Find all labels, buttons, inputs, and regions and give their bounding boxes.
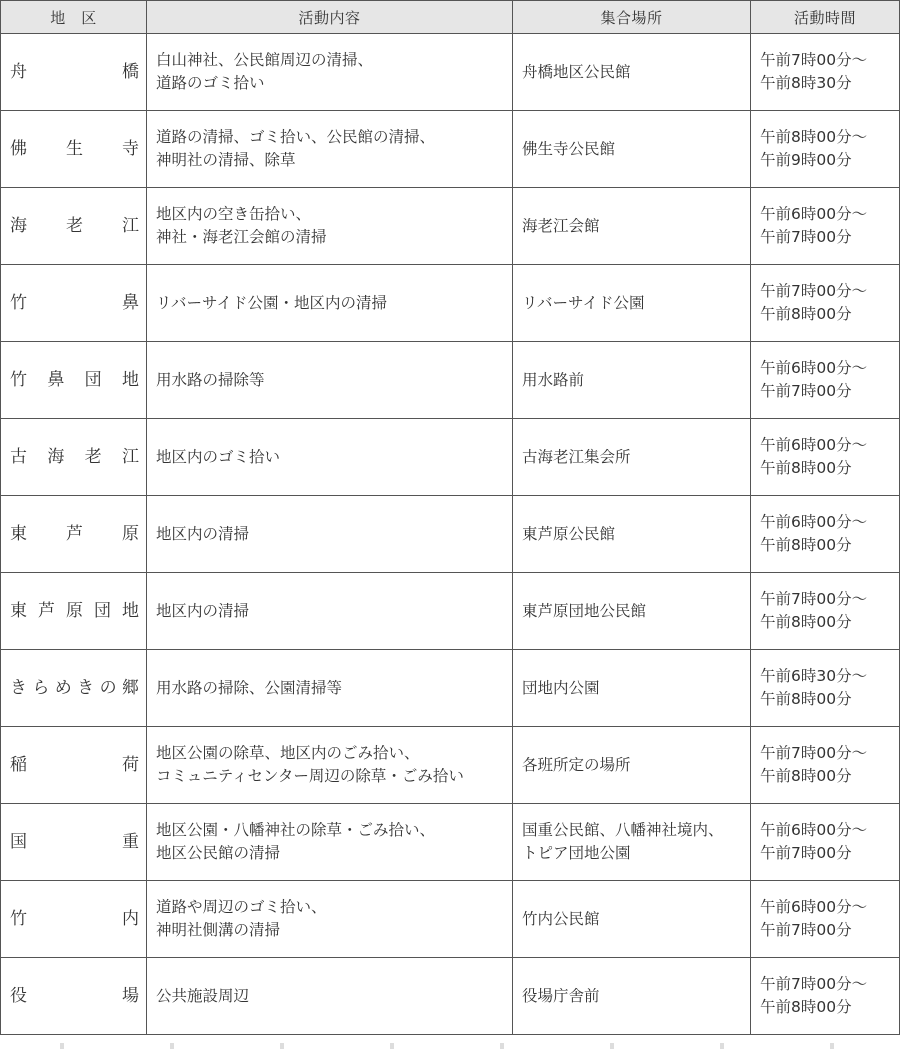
district-name: き ら め き の 郷: [10, 677, 139, 698]
place-cell: [513, 573, 751, 650]
time-cell: [751, 727, 900, 804]
activity-cell: [147, 804, 513, 881]
district-cell: [1, 419, 147, 496]
activity-cell: [147, 727, 513, 804]
district-name: 佛 生 寺: [10, 138, 139, 159]
place-cell: [513, 342, 751, 419]
activity-cell: [147, 34, 513, 111]
time-line: 午前6時00分～: [760, 205, 868, 223]
activity-line: リバーサイド公園・地区内の清掃: [156, 293, 387, 312]
time-line: 午前8時00分: [760, 998, 852, 1016]
place-line: 佛生寺公民館: [522, 139, 616, 158]
district-cell: [1, 650, 147, 727]
place-line: リバーサイド公園: [522, 293, 645, 312]
time-line: 午前7時00分～: [760, 51, 868, 69]
activity-cell: [147, 881, 513, 958]
time-cell: [751, 573, 900, 650]
time-cell: [751, 881, 900, 958]
district-cell: [1, 265, 147, 342]
time-line: 午前8時00分: [760, 690, 852, 708]
time-line: 午前8時00分: [760, 536, 852, 554]
district-cell: [1, 342, 147, 419]
time-line: 午前7時00分: [760, 382, 852, 400]
activity-line: 用水路の掃除等: [156, 370, 265, 389]
district-name: 東 芦 原: [10, 523, 139, 544]
time-line: 午前7時00分: [760, 228, 852, 246]
time-line: 午前6時00分～: [760, 821, 868, 839]
activity-line: 地区内の清掃: [156, 524, 250, 543]
activity-line: 道路のゴミ拾い: [156, 74, 265, 92]
time-line: 午前7時00分: [760, 844, 852, 862]
activity-line: 神明社側溝の清掃: [156, 921, 281, 939]
district-cell: [1, 34, 147, 111]
district-cell: [1, 958, 147, 1035]
activity-line: 公共施設周辺: [156, 986, 250, 1005]
time-line: 午前7時00分～: [760, 282, 868, 300]
activity-cell: [147, 342, 513, 419]
district-name: 役 場: [10, 985, 139, 1006]
time-line: 午前8時00分: [760, 613, 852, 631]
table-row: [1, 650, 900, 727]
place-cell: [513, 650, 751, 727]
place-cell: [513, 34, 751, 111]
time-line: 午前7時00分～: [760, 744, 868, 762]
place-cell: [513, 496, 751, 573]
district-name: 国 重: [10, 831, 139, 852]
place-line: 団地内公園: [522, 678, 600, 697]
table-row: [1, 573, 900, 650]
time-cell: [751, 34, 900, 111]
time-line: 午前6時30分～: [760, 667, 868, 685]
district-cell: [1, 573, 147, 650]
district-name: 竹 内: [10, 908, 139, 929]
time-line: 午前8時00分: [760, 767, 852, 785]
time-line: 午前7時00分～: [760, 590, 868, 608]
activity-cell: [147, 419, 513, 496]
district-name: 竹 鼻: [10, 292, 139, 313]
place-line: 国重公民館、八幡神社境内、: [522, 821, 724, 839]
place-line: 各班所定の場所: [522, 755, 631, 774]
time-line: 午前7時00分: [760, 921, 852, 939]
header-activity: 活動内容: [147, 1, 513, 34]
table-body: [1, 34, 900, 1035]
activity-line: 地区内の清掃: [156, 601, 250, 620]
time-cell: [751, 958, 900, 1035]
place-cell: [513, 188, 751, 265]
place-cell: [513, 881, 751, 958]
header-place: 集合場所: [513, 1, 751, 34]
time-cell: [751, 188, 900, 265]
place-cell: [513, 727, 751, 804]
district-cell: [1, 111, 147, 188]
district-cell: [1, 804, 147, 881]
table-header: [1, 1, 900, 34]
district-name: 舟 橋: [10, 61, 139, 82]
time-cell: [751, 265, 900, 342]
place-line: 用水路前: [522, 370, 585, 389]
page-bottom-edge: [0, 1043, 900, 1049]
place-cell: [513, 958, 751, 1035]
table-row: [1, 804, 900, 881]
place-cell: [513, 265, 751, 342]
time-line: 午前6時00分～: [760, 898, 868, 916]
activity-line: 道路の清掃、ゴミ拾い、公民館の清掃、: [156, 128, 436, 146]
time-line: 午前9時00分: [760, 151, 852, 169]
time-cell: [751, 804, 900, 881]
table-row: [1, 881, 900, 958]
activity-cell: [147, 958, 513, 1035]
activity-line: 神明社の清掃、除草: [156, 151, 296, 169]
table-row: [1, 265, 900, 342]
activity-cell: [147, 265, 513, 342]
place-cell: [513, 804, 751, 881]
district-name: 竹 鼻 団 地: [10, 369, 139, 390]
activity-line: 地区公園・八幡神社の除草・ごみ拾い、: [156, 821, 436, 839]
table-row: [1, 34, 900, 111]
activity-line: 地区公園の除草、地区内のごみ拾い、: [156, 744, 420, 762]
activity-line: 地区内のゴミ拾い: [156, 447, 281, 466]
activity-cell: [147, 573, 513, 650]
time-line: 午前8時30分: [760, 74, 852, 92]
activity-cell: [147, 496, 513, 573]
time-line: 午前8時00分: [760, 459, 852, 477]
time-cell: [751, 496, 900, 573]
activity-line: 白山神社、公民館周辺の清掃、: [156, 51, 374, 69]
table-row: [1, 188, 900, 265]
header-time: 活動時間: [751, 1, 900, 34]
header-row: [1, 1, 900, 34]
time-cell: [751, 419, 900, 496]
table-row: [1, 111, 900, 188]
time-cell: [751, 650, 900, 727]
table-row: [1, 727, 900, 804]
table-row: [1, 958, 900, 1035]
place-line: 舟橋地区公民館: [522, 62, 631, 81]
time-line: 午前8時00分～: [760, 128, 868, 146]
place-line: 竹内公民館: [522, 909, 600, 928]
time-line: 午前7時00分～: [760, 975, 868, 993]
activity-line: 道路や周辺のゴミ拾い、: [156, 898, 327, 916]
activity-line: 用水路の掃除、公園清掃等: [156, 678, 343, 697]
activity-cell: [147, 650, 513, 727]
activity-cell: [147, 188, 513, 265]
activity-cell: [147, 111, 513, 188]
district-name: 古 海 老 江: [10, 446, 139, 467]
time-line: 午前6時00分～: [760, 436, 868, 454]
header-district: 地 区: [1, 1, 147, 34]
table-row: [1, 342, 900, 419]
time-line: 午前6時00分～: [760, 513, 868, 531]
district-cell: [1, 496, 147, 573]
place-line: トピア団地公園: [522, 844, 631, 862]
place-line: 東芦原公民館: [522, 524, 616, 543]
time-line: 午前6時00分～: [760, 359, 868, 377]
time-cell: [751, 342, 900, 419]
place-cell: [513, 111, 751, 188]
activity-line: 地区内の空き缶拾い、: [156, 205, 312, 223]
time-cell: [751, 111, 900, 188]
district-cell: [1, 188, 147, 265]
district-cell: [1, 881, 147, 958]
place-cell: [513, 419, 751, 496]
district-name: 東 芦 原 団 地: [10, 600, 139, 621]
district-name: 海 老 江: [10, 215, 139, 236]
place-line: 海老江会館: [522, 216, 600, 235]
place-line: 東芦原団地公民館: [522, 601, 647, 620]
activity-line: 地区公民館の清掃: [156, 844, 281, 862]
activity-line: 神社・海老江会館の清掃: [156, 228, 327, 246]
table-row: [1, 419, 900, 496]
place-line: 古海老江集会所: [522, 447, 631, 466]
district-cell: [1, 727, 147, 804]
place-line: 役場庁舎前: [522, 986, 600, 1005]
activity-line: コミュニティセンター周辺の除草・ごみ拾い: [156, 767, 464, 785]
time-line: 午前8時00分: [760, 305, 852, 323]
district-name: 稲 荷: [10, 754, 139, 775]
table-row: [1, 496, 900, 573]
